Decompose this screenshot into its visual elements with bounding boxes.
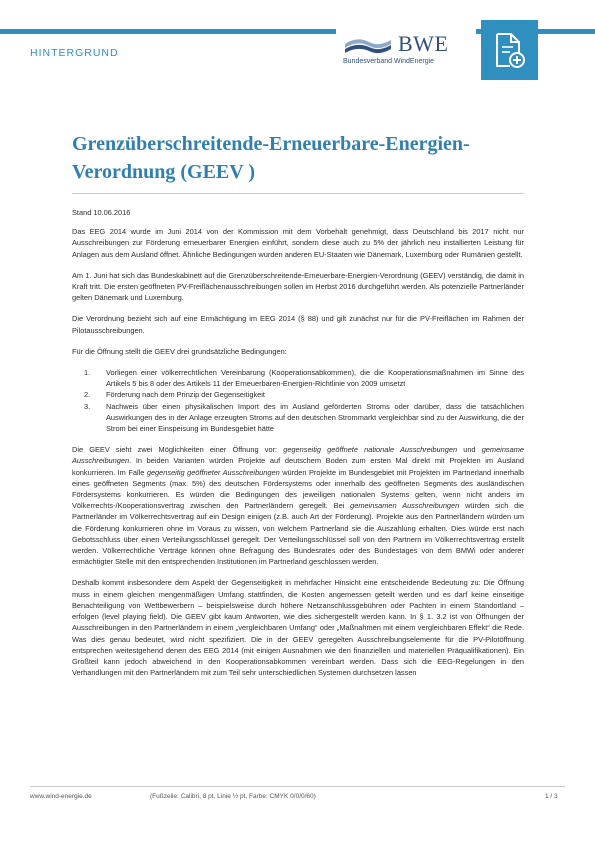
emphasis: gegenseitig geöffneter Ausschreibungen	[146, 467, 280, 477]
document-add-tab	[481, 20, 538, 80]
list-item-text: Nachweis über einen physikalischen Import des im Ausland geförderten Stroms oder darüber, dass die tatsächlichen Auswirkungen des in der Anlage erzeugten Stroms auf den deutschen Strommarkt vergleichbar sind zu der Auswirkung, die der Strom bei einer Einspeisung im Bundesgebiet hätte	[106, 401, 524, 434]
paragraph: Am 1. Juni hat sich das Bundeskabinett auf die Grenzüberschreitende-Erneuerbare-Energien-Verordnung (GEEV) verständig, die damit in Kraft tritt. Die ersten geöffneten PV-Freiflächenausschreibungen sollen im Herbst 2016 durchgeführt werden. Als potenzielle Partnerländer gelten Dänemark und Luxemburg.	[72, 270, 524, 303]
paragraph	[72, 444, 524, 567]
paragraph: Das EEG 2014 wurde im Juni 2014 von der Kommission mit dem Vorbehalt genehmigt, dass Deutschland bis 2017 nicht nur Ausschreibungen zur Förderung erneuerbarer Energien einführt, sondern diese auch zu 5% der jährlich neu installierten Leistung für Anlagen aus dem Ausland öffnet. Ähnliche Bedingungen wurden anderen EU-Staaten wie Dänemark, Luxemburg oder Rumänien gestellt.	[72, 227, 524, 259]
list-item	[72, 401, 524, 435]
footer-divider	[30, 786, 565, 787]
paragraph: Für die Öffnung stellt die GEEV drei grundsätzliche Bedingungen:	[72, 346, 287, 356]
logo-subtitle: Bundesverband WindEnergie	[343, 58, 435, 65]
logo-wordmark: BWE	[398, 31, 449, 56]
list-item	[72, 389, 524, 400]
text-run: und	[457, 445, 482, 455]
document-title: Grenzüberschreitende-Erneuerbare-Energien-Verordnung (GEEV )	[72, 133, 470, 183]
paragraph: Die Verordnung bezieht sich auf eine Ermächtigung im EEG 2014 (§ 88) und gilt zunächst nur für die PV-Freiflächen im Rahmen der Pilotausschreibungen.	[72, 314, 524, 335]
paragraph: Deshalb kommt insbesondere dem Aspekt der Gegenseitigkeit in mehrfacher Hinsicht eine entscheidende Bedeutung zu: Die Öffnung muss in einem gleichen mengenmäßigen Umfang stattfinden, die Kosten angemessen geteilt werden und es darf keine einseitige Benachteiligung von Wettbewerbern – beispielsweise durch höhere Netzanschlussgebühren oder Pachten in einem Standortland – erfolgen (level playing field). Die GEEV gibt kaum Antworten, wie dies sichergestellt werden kann. In § 1. 3.2 ist von Öffnungen der Ausschreibungen in den Partnerländern in einem „vergleichbaren Umfang“ oder „Maßnahmen mit einem vergleichbaren Effekt“ die Rede. Was dies genau bedeutet, wird nicht spezifiziert. Die in der GEEV geregelten Ausschreibungselemente für die PV-Pilotöffnung entsprechen weitestgehend denen des EEG 2014 (mit einigen Ausnahmen wie den finanziellen und materiellen Präqualifikationen). Ein Großteil kann jedoch abweichend in den Kooperationsabkommen vereinbart werden. Dass sich die EEG-Regelungen in den Verhandlungen mit den Partnerländern mit zum Teil sehr unterschiedlichen Systemen durchsetzen lassen	[72, 578, 524, 678]
conditions-list	[72, 367, 524, 434]
page-number: 1 / 3	[545, 793, 558, 800]
title-divider	[72, 193, 524, 194]
list-number: 2.	[84, 390, 91, 400]
list-number: 3.	[84, 401, 91, 411]
text-run: . In beiden Varianten würden Projekte auf deutschem Boden zum ersten Mal direkt mit Projekten im Ausland konkurrieren. Im Falle	[72, 456, 524, 477]
emphasis: gemeinsame Ausschreibungen	[72, 445, 524, 466]
bwe-logo-icon	[343, 34, 393, 56]
emphasis: gemeinsamen Ausschreibungen	[350, 501, 460, 511]
text-run: würden sich die Partnerländer im Völkerrechtsvertrag auf ein Design einigen (z.B. auch Art der Förderung). Projekte aus den Partnerländern würden um die Förderung konkurrieren ohne im Voraus zu wissen, von welchem Partnerland sie die Auszahlung erhalten. Dies würde erst nach Gebotsschluss über einen Verteilungsschlüssel geregelt. Der Verteilungsschlüssel soll von den Partnern im Völkerrechtsvertrag erstellt werden. Völkerrechtliche Verträge können ohne Befragung des Bundesrates oder des Bundestages von dem BMWi oder anderer ermächtigter Stelle mit den entsprechenden Institutionen im Partnerland geschlossen werden.	[72, 501, 524, 567]
text-run: Die GEEV sieht zwei Möglichkeiten einer Öffnung vor:	[72, 445, 284, 455]
emphasis: gegenseitig geöffnete nationale Ausschreibungen	[283, 445, 458, 455]
document-plus-icon	[494, 32, 526, 68]
section-label: HINTERGRUND	[30, 47, 119, 59]
date-stamp: Stand 10.06.2016	[72, 208, 131, 217]
list-item-text: Förderung nach dem Prinzip der Gegenseitigkeit	[106, 390, 265, 400]
text-run: würden Projekte im Bundesgebiet mit Projekten im Partnerland innerhalb eines geöffneten Segments (max. 5%) des deutschen Fördersystems oder innerhalb des geöffneten Segments des ausländischen Fördersystems konkurrieren. Es würden die Bedingungen des jeweiligen nationalen Systems gelten, wenn nicht anders im Völkerrechts-/Kooperationsvertrag zwischen den Partnerländern geregelt. Bei	[72, 467, 524, 511]
list-item-text: Vorliegen einer völkerrechtlichen Vereinbarung (Kooperationsabkommen), die die Kooperationsmaßnahmen im Sinne des Artikels 5 bis 8 oder des Artikels 11 der Erneuerbaren-Energien-Richtlinie von 2009 umsetzt	[106, 368, 524, 389]
footer-url[interactable]: www.wind-energie.de	[30, 793, 92, 800]
footer-note: (Fußzeile: Calibri, 8 pt, Linie ½ pt, Farbe: CMYK 0/0/0/60)	[150, 793, 316, 800]
list-item	[72, 367, 524, 389]
document-body	[72, 207, 524, 688]
list-number: 1.	[84, 368, 91, 378]
